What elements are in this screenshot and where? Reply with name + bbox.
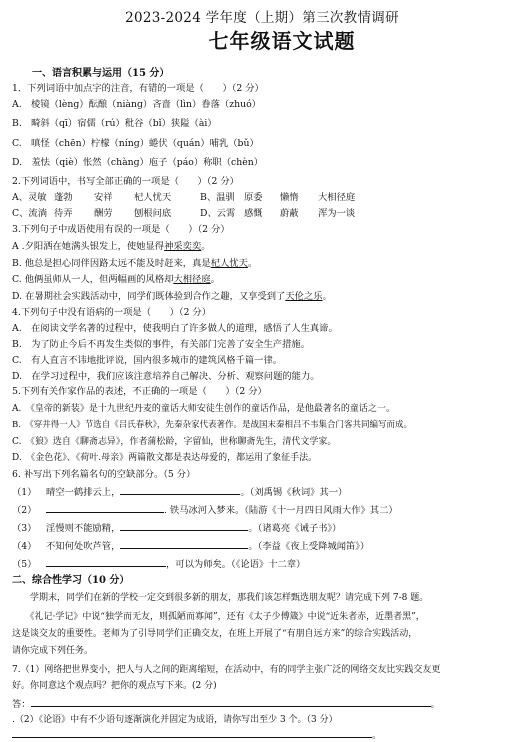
q3-text: B. 他总是担心同伴因路太远不能及时赶来，真是 [12,258,211,269]
q5-stem: 5.下列有关作家作品的表述，不正确的一项是（ ）（2 分） [12,386,267,397]
q2-option-row-cd [12,208,516,220]
q1-option-b: B. 畸斜（qī）宿儒（rú）秕谷（bǐ）狭隘（ài） [12,118,217,129]
q7-stem-1: 7.（1）网络把世界变小，把人与人之间的距离缩短，在活动中，有的同学主张广泛的网络交友比实践交友更 [12,665,441,675]
q1-stem: 1．下列词语中加点字的注音，有错的一项是（ ）（2 分） [12,83,264,94]
answer-blank[interactable] [12,728,372,738]
q6-pre: 淫慢则不能励精， [46,523,121,534]
q6-num: （3） [12,523,37,534]
q2-word: B、温驯 [200,192,235,203]
q7-stem-2: 好。你同意这个观点吗？把你的观点写下来。(2 分) [12,681,217,691]
q6-item-5 [12,557,516,571]
q2-word: 安祥 [94,192,113,203]
q2-word: A、灵敏 [12,192,47,203]
q7-2-stem: .（2）《论语》中有不少语句逐渐演化并固定为成语，请你写出至少 3 个。（3 分） [12,715,338,725]
q6-stem: 6. 补写出下列名篇名句的空缺部分。（5 分） [12,469,196,480]
q6-num: （5） [12,559,37,570]
q6-post: . 铁马冰河入梦来。（陆游《十一月四日风雨大作》其二） [164,505,398,516]
q5-option-b: B. 《穿井得一人》节选自《吕氏春秋》，先秦杂家代表著作。是战国末秦相吕不韦集合门客共同编写而成。 [12,420,412,430]
answer-blank[interactable] [120,521,248,531]
answer-blank[interactable] [120,539,248,549]
q3-text: A .夕阳洒在她满头银发上，使她显得 [12,241,165,252]
q2-word: 大相径庭 [318,192,356,203]
q2-word: D、云霄 [200,208,236,219]
q6-num: （2） [12,505,37,516]
q6-post: 。（李益《夜上受降城闻笛》） [248,541,370,552]
section2-intro-2: 《礼记·学记》中说“独学而无友，则孤陋而寡闻”，还有《太子少傅箴》中说“近朱者赤，近墨者黑”， [12,612,425,622]
q2-word: 蔚蔽 [280,208,299,219]
q2-word: 酬劳 [94,208,113,219]
q2-word: C、流淌 [12,208,48,219]
section2-heading: 二、综合性学习（10 分） [12,575,130,586]
q5-option-d: D. 《金色花》、《荷叶.母亲》两篇散文都是表达母爱的，都运用了象征手法。 [12,453,318,463]
q6-num: （1） [12,487,37,498]
q1-option-d: D. 羞怯（qiè）怅然（chànɡ）庖子（páo）称职（chèn） [12,157,264,168]
q6-post: 。（诸葛亮《诫子书》） [248,523,342,534]
answer-label: 答： [12,699,31,710]
q3-idiom: 神采奕奕 [164,241,202,252]
q3-text: 。 [247,258,258,269]
q2-word: 蓬勃 [54,192,73,203]
section2-intro-1: 学期末，同学们在新的学校一定交到很多新的朋友，那我们该怎样甄选朋友呢？请完成下列 7-8 题。 [12,593,429,603]
period: 。 [372,730,382,741]
q3-option-d [12,291,516,303]
q1-option-a: A. 棱镜（lènɡ）酝酿（niànɡ）吝啬（lìn）眷落（zhuó） [12,99,261,110]
q7-answer-row [12,697,516,711]
section1-heading: 一、语言积累与运用（15 分） [32,68,170,79]
q3-text: 。 [201,241,211,252]
q6-item-1 [12,485,516,499]
q6-item-4 [12,539,516,553]
q2-word: 原委 [244,192,263,203]
q2-option-row-ab [12,192,516,204]
q2-word: 刨根问底 [134,208,172,219]
q3-idiom: 大相径庭 [173,274,211,285]
q6-pre: 晴空一鹤排云上， [46,487,121,498]
q3-stem: 3.下列句子中成语使用有误的一项是（ ）（2 分） [12,224,230,235]
q4-option-b: B. 为了防止今后不再发生类似的事件，有关部门完善了安全生产措施。 [12,339,310,350]
answer-blank[interactable] [46,557,166,567]
q3-text: D. 在暑期社会实践活动中，同学们既体验到合作之趣，又享受到了 [12,291,286,302]
q6-item-2 [12,503,516,517]
answer-blank[interactable] [31,697,431,707]
q4-option-a: A. 在阅读文学名著的过程中，使我明白了许多做人的道理，感悟了人生真谛。 [12,323,338,334]
exam-subtitle: 2023-2024 学年度（上期）第三次教情调研 [125,10,399,26]
q3-option-c [12,274,516,286]
q6-pre: 不知何处吹芦管， [46,541,121,552]
section2-intro-3: 这是谈交友的重要性。老师为了引导同学们正确交友，在班上开展了“有朋自远方来”的综合实践活动， [12,629,418,639]
q3-option-a [12,241,516,253]
q2-word: 浑为一谈 [318,208,356,219]
q1-option-c: C. 嗔怪（chēn）柠檬（nínɡ）蜷伏（quán）哺乳（bǔ） [12,138,259,149]
answer-blank[interactable] [120,485,240,495]
q2-stem: 2.下列词语中，书写全部正确的一项是（ ）（2 分） [12,176,239,187]
section2-intro-4: 请你完成下列任务。 [12,646,94,656]
q3-text: 。 [322,291,332,302]
q4-option-c: C. 有人直言不讳地批评说，国内很多城市的建筑风格千篇一律。 [12,355,283,366]
q3-option-b [12,258,516,270]
q2-word: 感慨 [244,208,263,219]
q2-word: 待弄 [54,208,73,219]
q3-text: 。 [210,274,220,285]
q2-word: 杞人忧天 [134,192,172,203]
period: 。 [430,699,440,710]
q4-option-d: D. 在学习过程中，我们应该注意培养自己解决、分析、观察问题的能力。 [12,371,320,382]
q6-post: ，可以为师矣。（《论语》十二章） [166,559,306,570]
q5-option-a: A. 《皇帝的新装》是十九世纪丹麦的童话大师安徒生创作的童话作品，是他最著名的童话之一。 [12,404,395,414]
q6-item-3 [12,521,516,535]
q2-word: 懒惰 [280,192,299,203]
q3-idiom: 天伦之乐 [285,291,323,302]
q3-idiom: 杞人忧天 [210,258,248,269]
answer-blank[interactable] [46,503,164,513]
q6-num: （4） [12,541,37,552]
q6-post: 。（刘禹锡《秋词》其一） [240,487,348,498]
q4-stem: 4.下列句子中没有语病的一项是（ ）（2 分） [12,307,212,318]
exam-title: 七年级语文试题 [208,29,356,53]
q5-option-c: C. 《狼》选自《聊斋志异》，作者蒲松龄，字留仙，世称聊斋先生，清代文学家。 [12,437,337,447]
q3-text: C. 他俩虽师从一人，但两幅画的风格却 [12,274,174,285]
